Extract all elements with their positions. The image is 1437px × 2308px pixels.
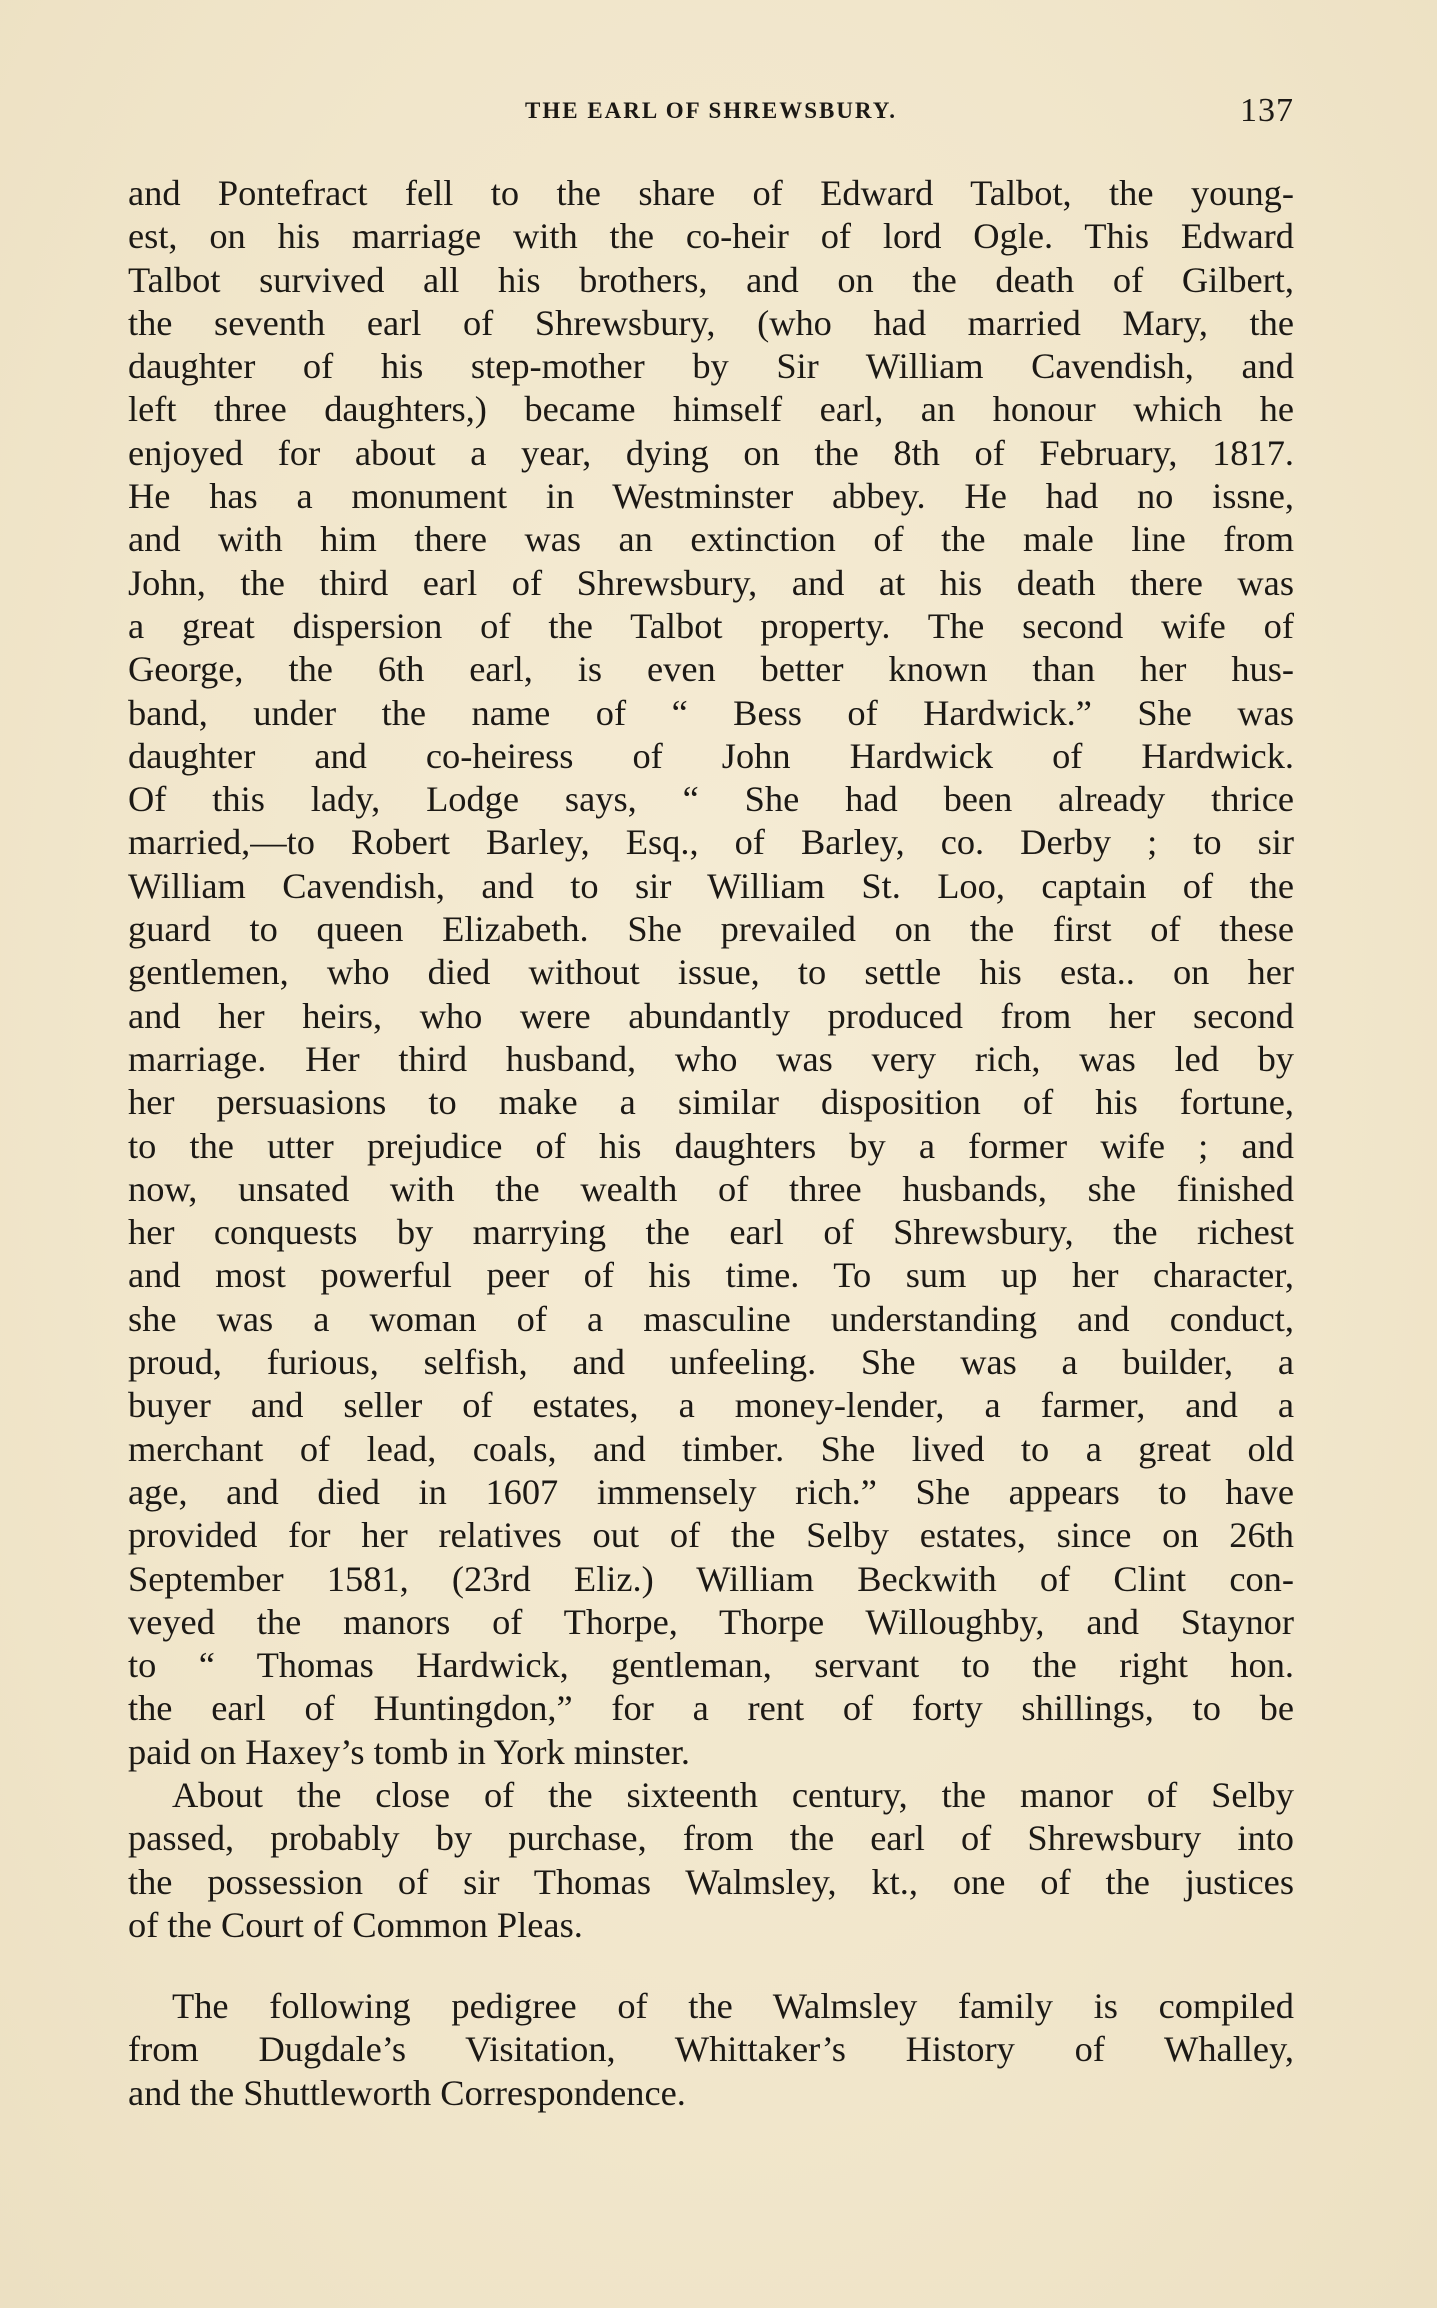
text-line: gentlemen, who died without issue, to settle his esta.. on her	[128, 952, 1294, 993]
text-line: the possession of sir Thomas Walmsley, kt., one of the justices	[128, 1861, 1294, 1902]
text-line: He has a monument in Westminster abbey. He had no issne,	[128, 476, 1294, 517]
text-line: to the utter prejudice of his daughters by a former wife ; and	[128, 1125, 1294, 1166]
running-title: THE EARL OF SHREWSBURY.	[525, 98, 897, 123]
text-line: and Pontefract fell to the share of Edward Talbot, the young-	[128, 173, 1294, 213]
text-line: and the Shuttleworth Correspondence.	[128, 2072, 686, 2113]
text-line: left three daughters,) became himself earl, an honour which he	[128, 389, 1294, 430]
text-line: to “ Thomas Hardwick, gentleman, servant to the right hon.	[128, 1645, 1294, 1686]
text-line: of the Court of Common Pleas.	[128, 1904, 583, 1945]
text-line: the seventh earl of Shrewsbury, (who had married Mary, the	[128, 302, 1294, 343]
text-line: marriage. Her third husband, who was very rich, was led by	[128, 1038, 1294, 1079]
paragraph-1	[128, 172, 1294, 1774]
text-line: veyed the manors of Thorpe, Thorpe Willoughby, and Staynor	[128, 1601, 1294, 1642]
running-head	[128, 92, 1294, 138]
text-line: now, unsated with the wealth of three husbands, she finished	[128, 1168, 1294, 1209]
text-line: enjoyed for about a year, dying on the 8th of February, 1817.	[128, 432, 1294, 473]
text-line: provided for her relatives out of the Selby estates, since on 26th	[128, 1515, 1294, 1556]
text-line: and with him there was an extinction of the male line from	[128, 519, 1294, 560]
text-line: married,—to Robert Barley, Esq., of Barley, co. Derby ; to sir	[128, 822, 1294, 863]
text-line: her conquests by marrying the earl of Shrewsbury, the richest	[128, 1212, 1294, 1253]
text-line: buyer and seller of estates, a money-lender, a farmer, and a	[128, 1385, 1294, 1426]
text-line: daughter and co-heiress of John Hardwick of Hardwick.	[128, 735, 1294, 776]
text-line: merchant of lead, coals, and timber. She lived to a great old	[128, 1428, 1294, 1469]
text-line: the earl of Huntingdon,” for a rent of forty shillings, to be	[128, 1688, 1294, 1729]
paragraph-3	[128, 1985, 1294, 2115]
text-line: About the close of the sixteenth century, the manor of Selby	[172, 1774, 1294, 1815]
text-line: and most powerful peer of his time. To sum up her character,	[128, 1255, 1294, 1296]
text-line: band, under the name of “ Bess of Hardwick.” She was	[128, 692, 1294, 733]
text-line: guard to queen Elizabeth. She prevailed on the first of these	[128, 909, 1294, 950]
paragraph-gap	[128, 1947, 1294, 1985]
text-line: passed, probably by purchase, from the earl of Shrewsbury into	[128, 1818, 1294, 1859]
text-line: Talbot survived all his brothers, and on the death of Gilbert,	[128, 259, 1294, 300]
text-line: a great dispersion of the Talbot property. The second wife of	[128, 605, 1294, 646]
text-line: age, and died in 1607 immensely rich.” She appears to have	[128, 1471, 1294, 1512]
text-line: from Dugdale’s Visitation, Whittaker’s History of Whalley,	[128, 2029, 1294, 2070]
text-line: William Cavendish, and to sir William St. Loo, captain of the	[128, 865, 1294, 906]
paragraph-2	[128, 1774, 1294, 1947]
text-line: est, on his marriage with the co-heir of lord Ogle. This Edward	[128, 216, 1294, 257]
text-line: George, the 6th earl, is even better known than her hus-	[128, 649, 1294, 690]
body-text	[128, 172, 1294, 2115]
text-line: daughter of his step-mother by Sir William Cavendish, and	[128, 346, 1294, 387]
text-line: Of this lady, Lodge says, “ She had been already thrice	[128, 779, 1294, 820]
text-line: she was a woman of a masculine understanding and conduct,	[128, 1298, 1294, 1339]
text-line: The following pedigree of the Walmsley family is compiled	[172, 1986, 1294, 2027]
text-line: proud, furious, selfish, and unfeeling. She was a builder, a	[128, 1342, 1294, 1383]
text-line: John, the third earl of Shrewsbury, and at his death there was	[128, 562, 1294, 603]
text-line: September 1581, (23rd Eliz.) William Beckwith of Clint con-	[128, 1558, 1294, 1599]
page-number: 137	[1240, 92, 1294, 129]
text-line: and her heirs, who were abundantly produced from her second	[128, 995, 1294, 1036]
text-line: paid on Haxey’s tomb in York minster.	[128, 1731, 691, 1772]
text-line: her persuasions to make a similar disposition of his fortune,	[128, 1082, 1294, 1123]
